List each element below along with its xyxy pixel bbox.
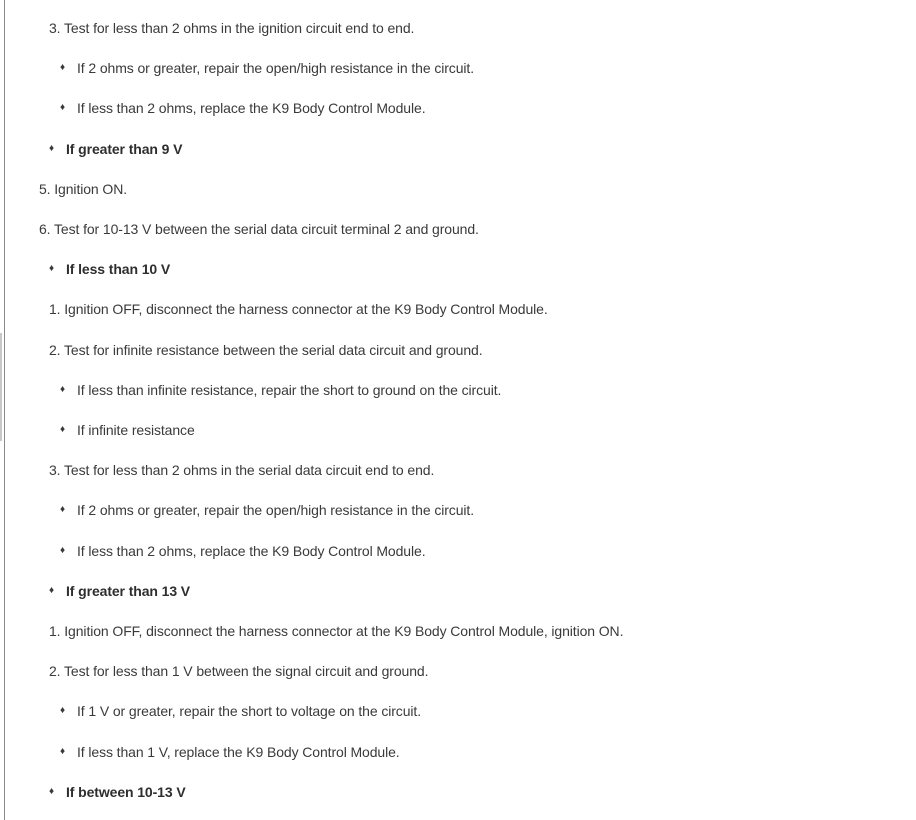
condition-heading: If greater than 13 V	[66, 583, 191, 599]
step-text: If 2 ohms or greater, repair the open/high resistance in the circuit.	[77, 60, 474, 76]
procedure-step	[0, 660, 428, 682]
step-text: 3. Test for less than 2 ohms in the serial data circuit end to end.	[49, 462, 435, 478]
condition-heading: If less than 10 V	[66, 261, 171, 277]
procedure-step	[0, 459, 434, 481]
step-text: If 2 ohms or greater, repair the open/high resistance in the circuit.	[77, 502, 474, 518]
diamond-bullet-icon: ♦	[60, 545, 66, 556]
diamond-bullet-icon: ♦	[60, 102, 66, 113]
diamond-bullet-icon: ♦	[60, 62, 66, 73]
bullet-item	[0, 499, 474, 521]
step-text: 6. Test for 10-13 V between the serial data circuit terminal 2 and ground.	[39, 221, 479, 237]
diamond-bullet-icon: ♦	[49, 585, 55, 596]
step-text: If less than infinite resistance, repair the short to ground on the circuit.	[77, 382, 502, 398]
bullet-item	[0, 540, 425, 562]
diamond-bullet-icon: ♦	[60, 705, 66, 716]
condition-heading: If greater than 9 V	[66, 141, 183, 157]
procedure-step	[0, 218, 479, 240]
bullet-item	[0, 580, 190, 602]
step-text: 3. Test for less than 2 ohms in the ignition circuit end to end.	[49, 20, 415, 36]
condition-heading: If between 10-13 V	[66, 784, 186, 800]
step-text: If less than 2 ohms, replace the K9 Body Control Module.	[77, 100, 426, 116]
diamond-bullet-icon: ♦	[49, 143, 55, 154]
diamond-bullet-icon: ♦	[60, 384, 66, 395]
step-text: If infinite resistance	[77, 422, 195, 438]
procedure-step	[0, 17, 414, 39]
procedure-step	[0, 339, 483, 361]
diamond-bullet-icon: ♦	[60, 746, 66, 757]
bullet-item	[0, 138, 182, 160]
bullet-item	[0, 781, 186, 803]
diamond-bullet-icon: ♦	[49, 263, 55, 274]
bullet-item	[0, 379, 501, 401]
step-text: If less than 1 V, replace the K9 Body Control Module.	[77, 744, 400, 760]
step-text: If 1 V or greater, repair the short to voltage on the circuit.	[77, 703, 421, 719]
bullet-item	[0, 700, 421, 722]
step-text: 2. Test for less than 1 V between the signal circuit and ground.	[49, 663, 429, 679]
procedure-step	[0, 620, 623, 642]
bullet-item	[0, 57, 474, 79]
procedure-step	[0, 298, 548, 320]
bullet-item	[0, 97, 425, 119]
diamond-bullet-icon: ♦	[49, 786, 55, 797]
procedure-step	[0, 178, 127, 200]
step-text: If less than 2 ohms, replace the K9 Body Control Module.	[77, 543, 426, 559]
diamond-bullet-icon: ♦	[60, 424, 66, 435]
step-text: 5. Ignition ON.	[39, 181, 127, 197]
step-text: 1. Ignition OFF, disconnect the harness connector at the K9 Body Control Module, ignition ON.	[49, 623, 624, 639]
bullet-item	[0, 741, 400, 763]
bullet-item	[0, 258, 170, 280]
step-text: 1. Ignition OFF, disconnect the harness connector at the K9 Body Control Module.	[49, 301, 548, 317]
step-text: 2. Test for infinite resistance between the serial data circuit and ground.	[49, 342, 483, 358]
diamond-bullet-icon: ♦	[60, 504, 66, 515]
bullet-item	[0, 419, 195, 441]
